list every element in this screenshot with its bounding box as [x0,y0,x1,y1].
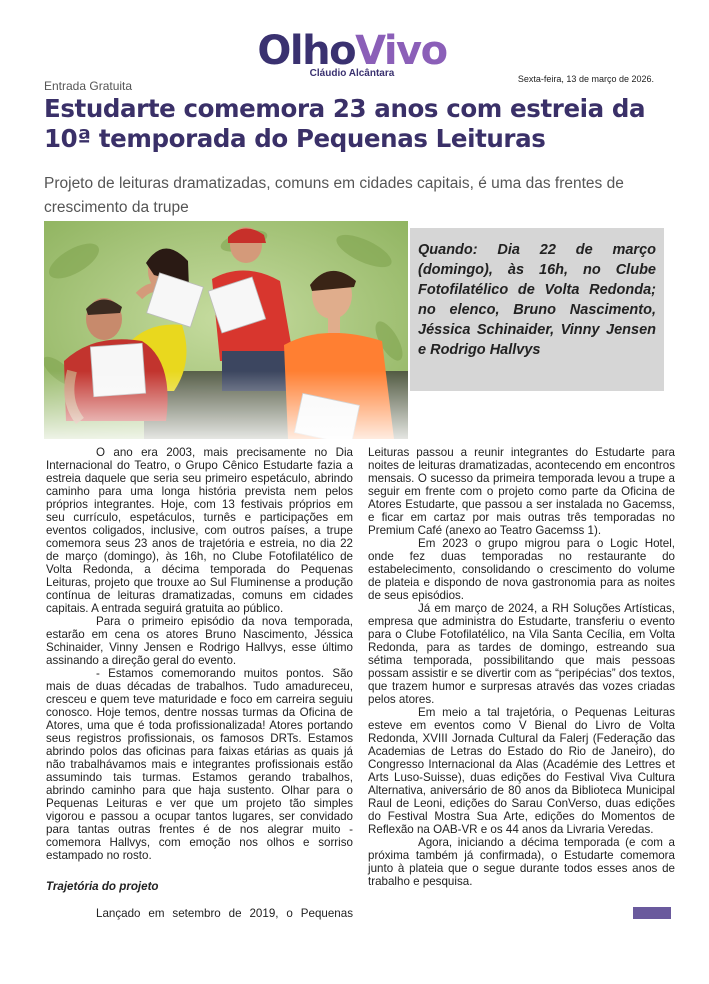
paragraph: Lançado em setembro de 2019, o Pequenas [96,907,353,920]
paragraph: Já em março de 2024, a RH Soluções Artísticas, empresa que administra do Estudarte, transferiu o evento para o Clube Fotofilatélico, na Vila Santa Cecília, em Volta Redonda, para as tardes de domingo, estreando sua sétima temporada, possibilitando que mais pessoas possam assistir e se divertir com as “peripécias” dos textos, que trazem humor e surpresas através das vozes criadas pelos atores. [368,602,675,706]
paragraph: Agora, iniciando a décima temporada (e com a próxima também já confirmada), o Estudarte comemora junto à plateia que o segue durante todos esses anos de trabalho e pesquisa. [368,836,675,888]
logo-part-vivo: Vivo [355,28,447,74]
section-label: Entrada Gratuita [44,79,133,93]
event-info-box [410,228,664,391]
article-column-left [46,446,353,920]
article-column-right [368,446,675,888]
publication-date: Sexta-feira, 13 de março de 2026. [517,74,654,84]
article-subtitle: Projeto de leituras dramatizadas, comuns em cidades capitais, é uma das frentes de crescimento da trupe [44,175,624,216]
paragraph: Em 2023 o grupo migrou para o Logic Hotel, onde fez duas temporadas no restaurante do estabelecimento, consolidando o crescimento do volume de plateia e dispondo de nova gastronomia para as noites de seus episódios. [368,537,675,602]
event-info-text: Quando: Dia 22 de março (domingo), às 16h, no Clube Fotofilatélico de Volta Redonda; no elenco, Bruno Nascimento, Jéssica Schinaider, Vinny Jensen e Rodrigo Hallvys [418,242,656,358]
paragraph: O ano era 2003, mais precisamente no Dia Internacional do Teatro, o Grupo Cênico Estudarte fazia a estreia daquele que seria seu primeiro espetáculo, abrindo caminho para uma longa história prevista nem pelos próprios integrantes. Hoje, com 13 festivais próprios em seu currículo, espetáculos, turnês e participações em eventos coligados, inclusive, com outros países, a trupe comemora seus 23 anos de trajetória e estreia, no dia 22 de março (domingo), às 16h, no Clube Fotofilatélico de Volta Redonda, a décima temporada do Pequenas Leituras, projeto que trouxe ao Sul Fluminense a produção contínua de leituras dramatizadas, comuns em cidades capitais. A entrada seguirá gratuita ao público. [46,446,353,615]
masthead-logo[interactable] [254,28,450,79]
masthead-author: Cláudio Alcântara [309,68,395,79]
article-end-marker [633,907,671,919]
article-photo [44,221,408,439]
article-headline: Estudarte comemora 23 anos com estreia da 10ª temporada do Pequenas Leituras [44,94,646,153]
paragraph: - Estamos comemorando muitos pontos. São mais de duas décadas de trabalhos. Tudo amadureceu, cresceu e quem teve maturidade e foco em carreira seguiu conosco. Hoje temos, dentre nossas turmas da Oficina de Atores, uma que é toda profissionalizada! Atores portando seus registros profissionais, os famosos DRTs. Estamos abrindo polos das oficinas para faixas etárias as quais já não trabalhávamos mais e integrantes profissionais estão assumindo tais turmas. Estamos gerando trabalhos, abrindo caminho para que haja sustento. Olhar para o Pequenas Leituras e ver que um projeto tão simples vigorou e passou a ocupar tantos lugares, ser convidado para tantas outras frentes é de nos alegrar muito - comemora Hallvys, com emoção nos olhos e sorriso estampado no rosto. [46,667,353,862]
section-subheading: Trajetória do projeto [46,880,159,893]
paragraph: Em meio a tal trajetória, o Pequenas Leituras esteve em eventos como V Bienal do Livro de Volta Redonda, XVIII Jornada Cultural da Falerj (Federação das Academias de Letras do Estado do Rio de Janeiro), do Congresso Internacional da Alas (Académie des Lettres et Arts Luso-Suisse), duas edições do Festival Viva Cultura Alternativa, aniversário de 80 anos da Biblioteca Municipal Raul de Leoni, edições do Sarau ConVerso, duas edições do Festival Mostra Sua Arte, edições do Momentos de Reflexão na OAB-VR e os 44 anos da Livraria Veredas. [368,706,675,836]
paragraph: Para o primeiro episódio da nova temporada, estarão em cena os atores Bruno Nascimento, Jéssica Schinaider, Vinny Jensen e Rodrigo Hallvys, esse último assinando a direção geral do evento. [46,615,353,667]
cast-photo-illustration [44,221,408,439]
logo-part-olho: Olho [257,28,356,74]
paragraph: Leituras passou a reunir integrantes do Estudarte para noites de leituras dramatizadas, acontecendo em encontros mensais. O sucesso da primeira temporada levou a trupe a seguir em frente com o projeto como parte da Oficina de Atores Estudarte, que passou a ser instalada no Gacemss, e ficar em cartaz por mais outras três temporadas no Premium Café (anexo ao Teatro Gacemss 1). [368,446,675,537]
